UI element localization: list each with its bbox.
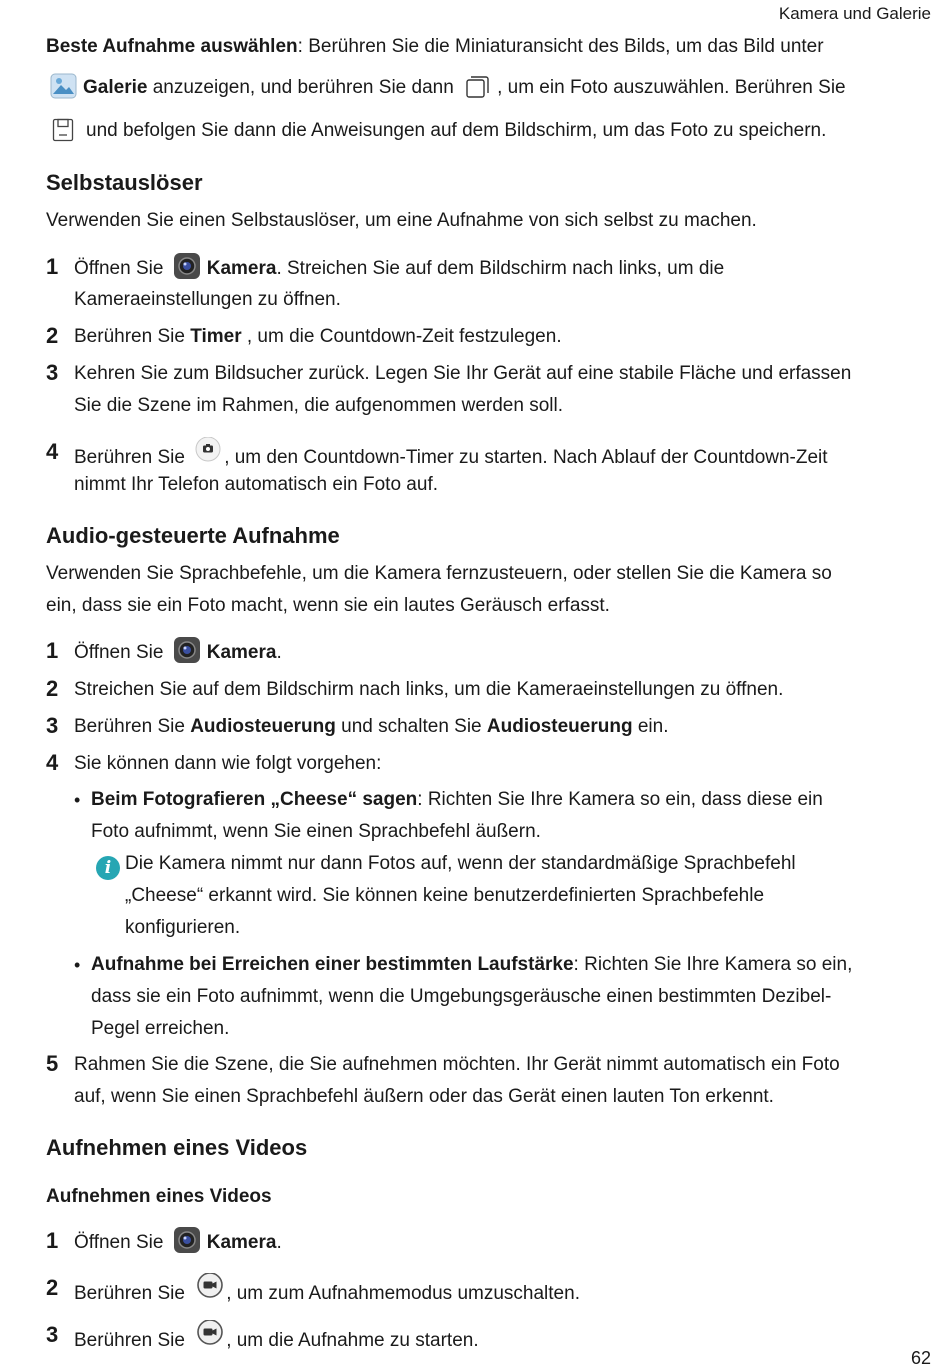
selftimer-step-3-cont: Sie die Szene im Rahmen, die aufgenommen werden soll. xyxy=(74,395,563,416)
save-icon xyxy=(52,118,74,153)
audio-bullet-volume-cont-2: Pegel erreichen. xyxy=(91,1018,230,1039)
step-number: 3 xyxy=(46,1322,59,1347)
step-number: 4 xyxy=(46,439,59,464)
step-number: 1 xyxy=(46,638,59,663)
audio-note-line-2: „Cheese“ erkannt wird. Sie können keine benutzerdefinierten Sprachbefehle xyxy=(125,885,765,906)
audio-bullet-cheese-cont: Foto aufnimmt, wenn Sie einen Sprachbefehl äußern. xyxy=(91,821,541,842)
bullet-dot: • xyxy=(74,790,81,810)
selftimer-step-1: Öffnen Sie Kamera. Streichen Sie auf dem Bildschirm nach links, um die xyxy=(74,252,924,291)
camera-app-icon xyxy=(173,1226,201,1265)
step-number: 3 xyxy=(46,360,59,385)
video-mode-icon xyxy=(196,1273,224,1312)
best-shot-line-3: und befolgen Sie dann die Anweisungen auf dem Bildschirm, um das Foto zu speichern. xyxy=(50,115,930,153)
section-title-audio: Audio-gesteuerte Aufnahme xyxy=(46,523,340,548)
audio-step-1: Öffnen Sie Kamera. xyxy=(74,636,924,675)
select-photos-icon xyxy=(465,73,491,110)
best-shot-line-1: Beste Aufnahme auswählen: Berühren Sie die Miniaturansicht des Bilds, um das Bild unter xyxy=(46,36,824,57)
gallery-icon xyxy=(50,73,77,110)
step-number: 4 xyxy=(46,750,59,775)
section-title-video: Aufnehmen eines Videos xyxy=(46,1135,308,1160)
selftimer-step-4-cont: nimmt Ihr Telefon automatisch ein Foto auf. xyxy=(74,474,438,495)
section-title-selftimer: Selbstauslöser xyxy=(46,170,203,195)
step-number: 1 xyxy=(46,1228,59,1253)
audio-bullet-volume-cont-1: dass sie ein Foto aufnimmt, wenn die Umgebungsgeräusche einen bestimmten Dezibel- xyxy=(91,986,832,1007)
camera-app-icon xyxy=(173,636,201,675)
video-step-1: Öffnen Sie Kamera. xyxy=(74,1226,924,1265)
video-step-2: Berühren Sie , um zum Aufnahmemodus umzuschalten. xyxy=(74,1273,924,1312)
subsection-title-video: Aufnehmen eines Videos xyxy=(46,1186,272,1207)
running-header: Kamera und Galerie xyxy=(778,4,931,23)
audio-step-3: Berühren Sie Audiosteuerung und schalten Sie Audiosteuerung ein. xyxy=(74,716,669,737)
selftimer-step-1-cont: Kameraeinstellungen zu öffnen. xyxy=(74,289,341,310)
selftimer-intro: Verwenden Sie einen Selbstauslöser, um eine Aufnahme von sich selbst zu machen. xyxy=(46,210,757,231)
page-number: 62 xyxy=(910,1348,931,1368)
audio-bullet-cheese: Beim Fotografieren „Cheese“ sagen: Richten Sie Ihre Kamera so ein, dass diese ein xyxy=(91,789,823,810)
audio-step-2: Streichen Sie auf dem Bildschirm nach links, um die Kameraeinstellungen zu öffnen. xyxy=(74,679,784,700)
bullet-dot: • xyxy=(74,955,81,975)
audio-note-line-3: konfigurieren. xyxy=(125,917,241,938)
info-icon: i xyxy=(96,856,120,880)
step-number: 3 xyxy=(46,713,59,738)
audio-bullet-volume: Aufnahme bei Erreichen einer bestimmten Laufstärke: Richten Sie Ihre Kamera so ein, xyxy=(91,954,853,975)
audio-intro-line-2: ein, dass sie ein Foto macht, wenn sie ein lautes Geräusch erfasst. xyxy=(46,595,610,616)
audio-step-4: Sie können dann wie folgt vorgehen: xyxy=(74,753,382,774)
record-button-icon xyxy=(196,1320,224,1359)
selftimer-step-3: Kehren Sie zum Bildsucher zurück. Legen Sie Ihr Gerät auf eine stabile Fläche und erfassen xyxy=(74,363,852,384)
video-step-3: Berühren Sie , um die Aufnahme zu starten. xyxy=(74,1320,924,1359)
audio-step-5: Rahmen Sie die Szene, die Sie aufnehmen möchten. Ihr Gerät nimmt automatisch ein Foto xyxy=(74,1054,840,1075)
step-number: 2 xyxy=(46,676,59,701)
best-shot-line-2: Galerie anzuzeigen, und berühren Sie dann , um ein Foto auszuwählen. Berühren Sie xyxy=(50,72,930,110)
audio-intro-line-1: Verwenden Sie Sprachbefehle, um die Kamera fernzusteuern, oder stellen Sie die Kamera so xyxy=(46,563,832,584)
audio-note-line-1: Die Kamera nimmt nur dann Fotos auf, wenn der standardmäßige Sprachbefehl xyxy=(125,853,796,874)
step-number: 2 xyxy=(46,323,59,348)
step-number: 5 xyxy=(46,1051,59,1076)
audio-step-5-cont: auf, wenn Sie einen Sprachbefehl äußern oder das Gerät einen lauten Ton erkennt. xyxy=(74,1086,774,1107)
selftimer-step-4: Berühren Sie , um den Countdown-Timer zu starten. Nach Ablauf der Countdown-Zeit xyxy=(74,437,924,476)
step-number: 2 xyxy=(46,1275,59,1300)
step-number: 1 xyxy=(46,254,59,279)
selftimer-step-2: Berühren Sie Timer , um die Countdown-Zeit festzulegen. xyxy=(74,326,562,347)
